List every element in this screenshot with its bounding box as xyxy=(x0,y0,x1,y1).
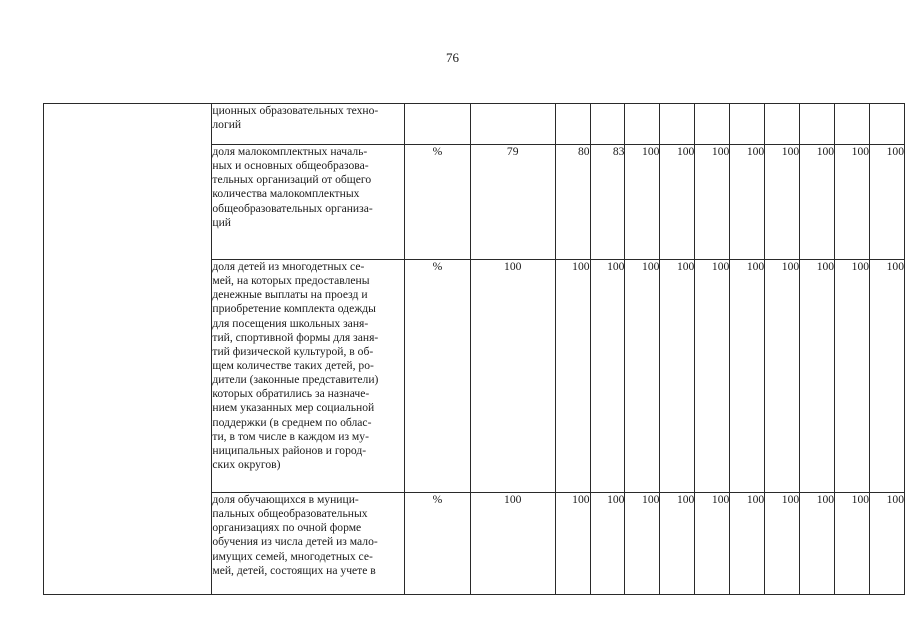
indicators-table xyxy=(43,103,905,595)
value-cell: 100 xyxy=(800,145,835,260)
indicator-name-cell xyxy=(212,104,405,145)
value-cell: 100 xyxy=(625,493,660,595)
value-cell xyxy=(625,104,660,145)
value-cell: 100 xyxy=(835,145,870,260)
value-cell: 100 xyxy=(730,493,765,595)
value-cell: 100 xyxy=(835,260,870,493)
value-cell: 100 xyxy=(625,145,660,260)
unit-cell: % xyxy=(405,260,471,493)
value-cell: 100 xyxy=(800,260,835,493)
value-cell: 100 xyxy=(590,260,625,493)
base-value-cell xyxy=(470,104,555,145)
value-cell: 100 xyxy=(660,145,695,260)
program-column-cell xyxy=(44,104,212,595)
value-cell: 83 xyxy=(590,145,625,260)
value-cell xyxy=(695,104,730,145)
unit-cell: % xyxy=(405,493,471,595)
value-cell xyxy=(730,104,765,145)
base-value-cell: 79 xyxy=(470,145,555,260)
indicator-name: доля обучающихся в муници- пальных общеобразовательных организациях по очной форме обучения из числа детей из мало- имущих семей, многодетных се- мей, детей, состоящих на учете в xyxy=(212,493,378,577)
value-cell: 100 xyxy=(730,145,765,260)
value-cell xyxy=(835,104,870,145)
table-row xyxy=(44,104,905,145)
value-cell: 100 xyxy=(870,145,905,260)
value-cell xyxy=(870,104,905,145)
value-cell xyxy=(800,104,835,145)
value-cell: 100 xyxy=(870,493,905,595)
value-cell xyxy=(555,104,590,145)
value-cell: 100 xyxy=(800,493,835,595)
value-cell: 100 xyxy=(555,493,590,595)
value-cell xyxy=(660,104,695,145)
value-cell xyxy=(590,104,625,145)
value-cell: 100 xyxy=(765,145,800,260)
value-cell: 80 xyxy=(555,145,590,260)
value-cell xyxy=(765,104,800,145)
indicator-name-cell xyxy=(212,260,405,493)
value-cell: 100 xyxy=(765,493,800,595)
value-cell: 100 xyxy=(870,260,905,493)
indicator-name: доля малокомплектных началь- ных и основных общеобразова- тельных организаций от общего количества малокомплектных общеобразовательных организа- ций xyxy=(212,145,373,229)
value-cell: 100 xyxy=(695,260,730,493)
unit-cell: % xyxy=(405,145,471,260)
value-cell: 100 xyxy=(555,260,590,493)
page-number: 76 xyxy=(446,50,459,65)
value-cell: 100 xyxy=(660,493,695,595)
unit-cell xyxy=(405,104,471,145)
value-cell: 100 xyxy=(835,493,870,595)
value-cell: 100 xyxy=(590,493,625,595)
base-value-cell: 100 xyxy=(470,260,555,493)
indicator-name: ционных образовательных техно- логий xyxy=(212,104,379,132)
value-cell: 100 xyxy=(625,260,660,493)
indicator-name-cell xyxy=(212,493,405,595)
indicator-name: доля детей из многодетных се- мей, на которых предоставлены денежные выплаты на проезд и приобретение комплекта одежды для посещения школьных заня- тий, спортивной формы для заня- тий физической культурой, в об- щем количестве таких детей, ро- дители (законные представители) которых обратились за назначе- нием указанных мер социальной поддержки (в среднем по облас- ти, в том числе в каждом из му- ниципальных районов и город- ских округов) xyxy=(212,260,379,471)
value-cell: 100 xyxy=(730,260,765,493)
value-cell: 100 xyxy=(765,260,800,493)
value-cell: 100 xyxy=(695,145,730,260)
base-value-cell: 100 xyxy=(470,493,555,595)
indicator-name-cell xyxy=(212,145,405,260)
value-cell: 100 xyxy=(695,493,730,595)
value-cell: 100 xyxy=(660,260,695,493)
